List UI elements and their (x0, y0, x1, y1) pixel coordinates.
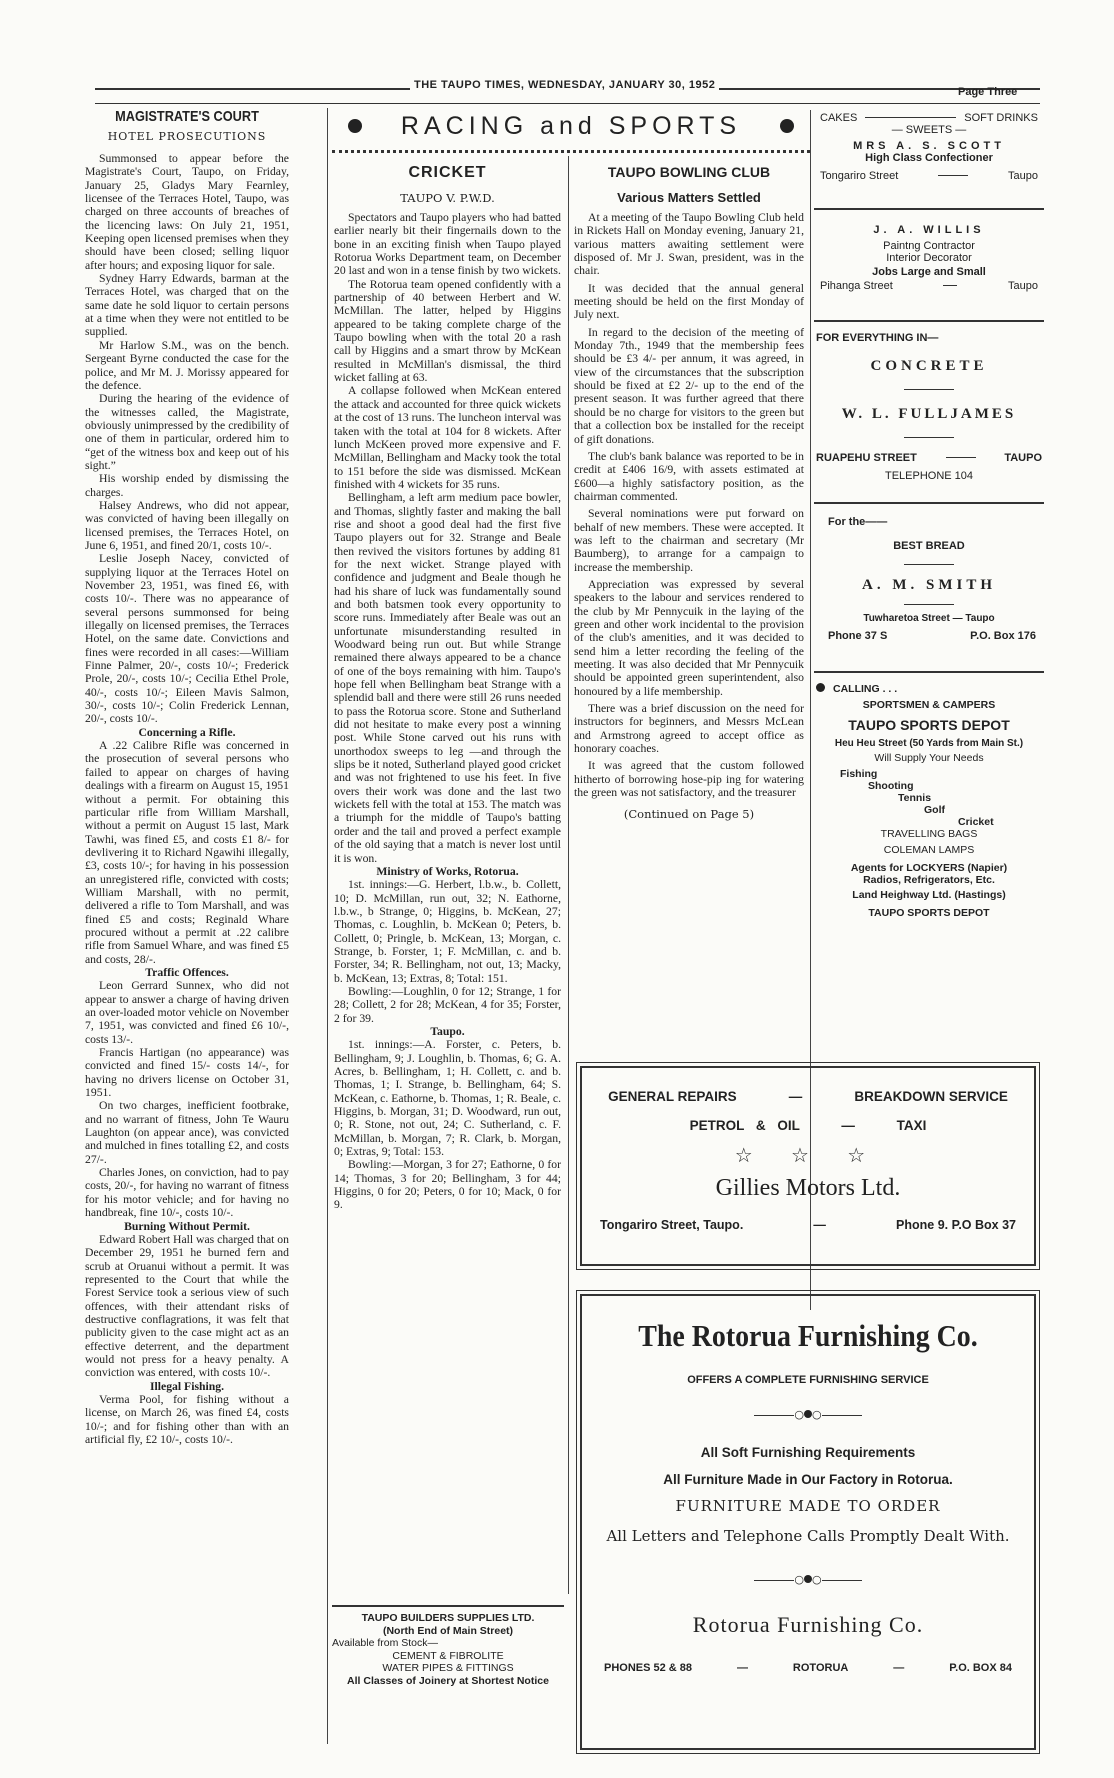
willis-ad (814, 210, 1044, 320)
ad-text: GENERAL REPAIRS (608, 1089, 737, 1104)
paragraph: Leon Gerrard Sunnex, who did not appear to answer a charge of having driven an over-loaded motor vehicle on November 7, 1951, was convicted and fined £6 10/-, costs 13/-. (85, 979, 289, 1046)
ad-text: Land Heighway Ltd. (Hastings) (852, 889, 1006, 901)
divider (814, 208, 1044, 210)
builders-item: CEMENT & FIBROLITE (392, 1649, 504, 1662)
depot-item: Shooting (868, 780, 914, 792)
paragraph: Mr Harlow S.M., was on the bench. Sergeant Byrne conducted the case for the police, and Mr M. J. Morissy appeared for the defence. (85, 338, 289, 392)
ad-text: CAKES (820, 112, 858, 124)
ad-text: — SWEETS — (891, 124, 967, 136)
furnishing-name: The Rotorua Furnishing Co. (638, 1318, 978, 1353)
masthead-title: THE TAUPO TIMES, WEDNESDAY, JANUARY 30, 1952 (410, 79, 719, 91)
paragraph: 1st. innings:—A. Forster, c. Peters, b. Bellingham, 9; J. Loughlin, b. Thomas, 6; G. A. Acres, b. Bellingham, 1; H. Collett, c. and b. Thomas, 1; I. Strange, b. Bellingham, 64; S. McKean, c. Eathorne, b. Thomas, 1; R. Beale, c. Higgins, b. Morgan, 31; D. Woodward, run out, 0; R. Stone, not out, 24; C. Sutherland, c. F. McMillan, b. Morgan, 7; R. Clark, b. Morgan, 0; Extras, 9; Total: 153. (334, 1038, 561, 1159)
ad-text: All Letters and Telephone Calls Promptly Dealt With. (606, 1527, 1010, 1545)
bowling-column (574, 164, 804, 821)
ad-text: SOFT DRINKS (964, 112, 1038, 124)
ad-text: Will Supply Your Needs (874, 752, 984, 764)
builders-ad (332, 1612, 564, 1687)
paragraph: Several nominations were put forward on behalf of new members. These were accepted. It was left to the chairman and secretary (Mr Baumberg), to arrange for a campaign to increase the membership. (574, 507, 804, 574)
paragraph: It was decided that the annual general meeting should be held on the first Monday of July next. (574, 281, 804, 322)
depot-name: TAUPO SPORTS DEPOT (848, 717, 1010, 733)
depot-item: Golf (924, 804, 945, 816)
ad-text: Paintng Contractor (883, 240, 975, 252)
ad-text: Agents for LOCKYERS (Napier) (850, 862, 1008, 874)
fulljames-name: W. L. FULLJAMES (841, 406, 1017, 422)
builders-title: TAUPO BUILDERS SUPPLIES LTD. (361, 1612, 535, 1624)
subheading: Concerning a Rifle. (138, 725, 236, 739)
bowling-subtitle: Various Matters Settled (617, 190, 761, 205)
willis-name: J. A. WILLIS (873, 224, 985, 236)
fulljames-ad (814, 322, 1044, 502)
bullet-icon (804, 1410, 812, 1418)
court-title: MAGISTRATE'S COURT (115, 108, 259, 125)
ad-text: TAUPO SPORTS DEPOT (868, 907, 990, 919)
ad-text: Taupo (1008, 280, 1038, 292)
bullet-icon (348, 119, 362, 133)
ad-text: OFFERS A COMPLETE FURNISHING SERVICE (687, 1374, 929, 1386)
subheading: Illegal Fishing. (149, 1379, 225, 1393)
paragraph: At a meeting of the Taupo Bowling Club held in Rickets Hall on Monday evening, January 21, various matters awaiting settlement were disposed of. Mr J. Swan, president, was in the chair. (574, 211, 804, 278)
paragraph: On two charges, inefficient footbrake, and no warrant of fitness, John Te Wauru Laughton (on appear ance), was convicted and mulched in fines totalling £2, and costs 27/-. (85, 1099, 289, 1166)
subheading: Ministry of Works, Rotorua. (376, 864, 519, 878)
bowling-title: TAUPO BOWLING CLUB (607, 164, 771, 180)
ad-text: All Furniture Made in Our Factory in Rotorua. (663, 1472, 953, 1487)
furnishing-ad: The Rotorua Furnishing Co. OFFERS A COMPLETE FURNISHING SERVICE ○ ○ All Soft Furnishing Requirements All Furniture Made in Our Factory in Rotorua. FURNITURE MADE TO ORDER All Letters and Telephone Calls Promptly Dealt With. ○ ○ Rotorua Furnishing Co. PHONES 52 & 88 — ROTORUA — P.O. BOX 84 (580, 1294, 1036, 1750)
cricket-column (334, 164, 561, 1212)
ad-text: COLEMAN LAMPS (883, 844, 975, 856)
ad-text: Radios, Refrigerators, Etc. (863, 874, 995, 886)
column-rule (327, 108, 328, 1744)
paragraph: It was agreed that the custom followed hitherto of borrowing hose-pip ing for watering the green was not satisfactory, and the treasurer (574, 759, 804, 800)
ad-text: FOR EVERYTHING IN— (816, 332, 939, 344)
paragraph: Bowling:—Loughlin, 0 for 12; Strange, 1 for 28; Collett, 2 for 28; McKean, 4 for 35; Forster, 2 for 39. (334, 984, 561, 1025)
paragraph: Charles Jones, on conviction, had to pay costs, 20/-, for having no warrant of fitness for his motor vehicle; and for having no handbreak, fine 10/-, costs 10/-. (85, 1166, 289, 1220)
gillies-ad: GENERAL REPAIRS — BREAKDOWN SERVICE PETROL & OIL — TAXI ☆ ☆ ☆ Gillies Motors Ltd. Tongariro Street, Taupo. — Phone 9. P.O Box 37 (580, 1066, 1036, 1266)
ad-text: PETROL & OIL (689, 1118, 800, 1133)
ad-text: TRAVELLING BAGS (880, 828, 978, 840)
paragraph: Edward Robert Hall was charged that on December 29, 1951 he burned fern and scrub at Oruanui without a permit. It was represented to the Court that while the Forest Service took a serious view of such offences, with their attendant risks of destructive conflagrations, it was felt that publicity given to the case might act as an effective deterrent, and the department would not press for a heavy penalty. A conviction was entered, with costs 10/-. (85, 1232, 289, 1380)
divider (332, 1605, 564, 1607)
paragraph: Summonsed to appear before the Magistrate's Court, Taupo, on Friday, January 25, Gladys Mary Fearnley, licensee of the Terraces Hotel, Taupo, was charged on three accounts of breaches of the licencing laws: On July 21, 1951, Keeping open licensed premises when they should have been closed; selling liquor after hours; and exposing liquor for sale. (85, 152, 289, 272)
depot-item: Tennis (898, 792, 932, 804)
paragraph: Halsey Andrews, who did not appear, was convicted of having been illegally on licensed premises, the Terraces Hotel, on June 6, 1951, and fined 20/1, costs 10/-. (85, 498, 289, 552)
column-rule (568, 156, 569, 1594)
ad-text: TELEPHONE 104 (884, 470, 974, 482)
court-subtitle: HOTEL PROSECUTIONS (107, 130, 267, 143)
ad-text: Tuwharetoa Street (863, 613, 950, 624)
ad-text: P.O. BOX 84 (949, 1662, 1012, 1674)
bullet-icon (780, 119, 794, 133)
builders-stock: Available from Stock— (332, 1637, 439, 1649)
ad-text: All Soft Furnishing Requirements (700, 1445, 916, 1460)
ad-text: SPORTSMEN & CAMPERS (862, 699, 996, 711)
subheading: Taupo. (430, 1024, 465, 1038)
ad-text: Heu Heu Street (50 Yards from Main St.) (834, 738, 1024, 749)
paragraph: In regard to the decision of the meeting of Monday 7th., 1949 that the membership fees should be £3 4/- per annum, it was agreed, in view of the circumstances that the subscription should be fixed at £2 2/- up to the end of the present season. It was further agreed that there should be no charge for visitors to the green but that a collection box be installed for the receipt of gift donations. (574, 325, 804, 446)
ad-text: RUAPEHU STREET (816, 452, 917, 464)
page-number: Page Three (958, 86, 1018, 98)
depot-item: Fishing (840, 768, 878, 780)
banner-title: RACING and SPORTS (400, 112, 742, 140)
court-column (85, 108, 289, 1446)
ad-text: Taupo (965, 613, 995, 624)
ad-text: Phone 37 S (828, 630, 888, 642)
continued-note: (Continued on Page 5) (623, 807, 755, 822)
bullet-icon (816, 683, 825, 692)
ad-text: Tongariro Street (820, 170, 899, 182)
builders-item: WATER PIPES & FITTINGS (382, 1662, 514, 1674)
ad-text: Phone 9. P.O Box 37 (896, 1218, 1016, 1232)
paragraph: His worship ended by dismissing the charges. (85, 472, 289, 499)
ad-text: High Class Confectioner (865, 152, 993, 164)
paragraph: Appreciation was expressed by several speakers to the labour and services rendered to the club by Mr Pennycuik in the laying of the green and other work incidental to the provision of the club's amenities, and it was decided to send him a letter recording the feeling of the meeting. It was also decided that Mr Pennycuik should be appointed green superintendent, also honoured by a life membership. (574, 577, 804, 698)
paragraph: A .22 Calibre Rifle was concerned in the prosecution of several persons who failed to appear on charges of having dealings with a firearm on August 15, 1951 without a permit. For obtaining this particular rifle from William Marshall, without a permit on August 15 last, Mark Tawhi, was fined £5, and costs £1 8/- for devlivering it to Richard Ngawihi illegally, £3, costs 10/-; for having in his possession an unregistered rifle, convicted with costs; William Marshall, with no permit, delivered a rifle to Tom Marshall, and was fined £5 and costs; Reginald Whare procured without a permit at .22 calibre rifle from Samuel Whare, and was fined £5 and costs, 28/-. (85, 739, 289, 966)
fulljames-concrete: CONCRETE (870, 358, 988, 374)
builders-item: All Classes of Joinery at Shortest Notice (347, 1674, 549, 1687)
paragraph: Francis Hartigan (no appearance) was convicted and fined 15/- costs 14/-, for having no drivers license on October 31, 1951. (85, 1046, 289, 1100)
bullet-icon (804, 1575, 812, 1583)
sports-banner (330, 110, 812, 144)
ad-text: Jobs Large and Small (872, 266, 986, 278)
ornament-divider: ○ ○ (582, 1573, 1034, 1586)
builders-location: (North End of Main Street) (382, 1624, 514, 1637)
paragraph: During the hearing of the evidence of the witnesses called, the Magistrate, obviously unimpressed by the credibility of one of them in particular, ordered him to “get of the witness box and keep out of his sight.” (85, 392, 289, 472)
star-icons: ☆ ☆ ☆ (734, 1143, 882, 1167)
subheading: Traffic Offences. (145, 965, 229, 979)
cricket-subtitle: TAUPO V. P.W.D. (400, 191, 495, 205)
paragraph: The club's bank balance was reported to be in credit at £406 16/9, with assets estimated at £600—a highly satisfactory position, as the chairman commented. (574, 449, 804, 503)
court-body (85, 152, 289, 1446)
cricket-title: CRICKET (408, 164, 487, 181)
ad-text: BREAKDOWN SERVICE (854, 1089, 1008, 1104)
paragraph: A collapse followed when McKean entered the attack and accounted for three quick wickets at the cost of 13 runs. The luncheon interval was taken with the total at 104 for 8 wickets. After lunch McKeen proved more expensive and F. McMillan, Bellingham and Macky took the total to 151 before the side was dismissed. McKean finished with 4 wickets for 35 runs. (334, 384, 561, 491)
cricket-body (334, 211, 561, 1212)
ad-text: TAUPO (1004, 452, 1042, 464)
banner-dotted-rule (332, 150, 810, 153)
furnishing-name-footer: Rotorua Furnishing Co. (692, 1612, 924, 1637)
paragraph: Spectators and Taupo players who had batted earlier nearly bit their fingernails down to the bone in an exciting finish when Taupo played Rotorua Works Department team, on December 20 last and won in a tense finish by two wickets. (334, 211, 561, 278)
paragraph: 1st. innings:—G. Herbert, l.b.w., b. Collett, 10; D. McMillan, run out, 32; N. Eathorne, l.b.w., b Strange, 0; Higgins, b. McKean, 27; Thomas, c. Loughlin, b. McKean 0; Peters, b. Collett, 0; Pringle, b. McKean, 13; Morgan, c. Strange, b. Forster, 1; F. McMillan, c. and b. Forster, 34; R. Bellingham, not out, 13; Macky, b. McKean, 13; Extras, 8; Total: 151. (334, 878, 561, 985)
ad-text: Interior Decorator (886, 252, 972, 264)
ad-text: ROTORUA (792, 1662, 849, 1674)
paragraph: The Rotorua team opened confidently with a partnership of 40 between Herbert and W. McMillan. The latter, helped by Higgins appeared to be taking complete charge of the Taupo bowling when with the total 20 a rash call by Higgins and a smart throw by McKean resulted in McMillan's dismissal, the third wicket falling at 63. (334, 277, 561, 385)
paragraph: Verma Pool, for fishing without a license, on March 26, was fined £4, costs 10/-; and for fishing other than with an artificial fly, £2 10/-, costs 10/-. (85, 1392, 289, 1446)
ad-text: FURNITURE MADE TO ORDER (675, 1497, 941, 1515)
ad-text: BEST BREAD (893, 540, 965, 552)
gillies-name: Gillies Motors Ltd. (715, 1175, 901, 1201)
depot-item: Cricket (958, 816, 994, 828)
ad-text: Tongariro Street, Taupo. (600, 1218, 744, 1232)
ad-text: Taupo (1008, 170, 1038, 182)
scott-ad (814, 112, 1044, 208)
ad-text: TAXI (896, 1118, 927, 1133)
ad-text: P.O. Box 176 (970, 630, 1036, 642)
subheading: Burning Without Permit. (124, 1219, 250, 1233)
scott-name: MRS A. S. SCOTT (853, 140, 1005, 152)
paragraph: Leslie Joseph Nacey, convicted of supplying liquor at the Terraces Hotel on November 23, 1951, was fined £6, with costs 10/-. There was no appearance of several persons summonsed for being illegally on licensed premises, the Terraces Hotel, on the same date. Convictions and fines were recorded in all cases:—William Finne Palmer, 20/-, costs 10/-; Frederick Prole, 20/-, costs 10/-; Cecilia Ethel Prole, 40/-, costs 10/-; Eileen Mavis Salmon, 30/-, costs 10/-; Colin Frederick Lennan, 20/-, costs 10/-. (85, 552, 289, 726)
ad-text: For the—— (828, 516, 888, 528)
ads-column (814, 112, 1044, 919)
paragraph: Bowling:—Morgan, 3 for 27; Eathorne, 0 for 14; Thomas, 3 for 20; Bellingham, 3 for 44; Higgins, 0 for 20; Peters, 0 for 10; Mack, 0 for 9. (334, 1158, 561, 1212)
smith-name: A. M. SMITH (862, 577, 996, 593)
smith-ad: For the—— BEST BREAD A. M. SMITH Tuwharetoa Street — Taupo Phone 37 S P.O. Box 176 (814, 504, 1044, 671)
paragraph: Sydney Harry Edwards, barman at the Terraces Hotel, was charged that on the same date he sold liquor to certain persons at a time when they were not entitled to be supplied. (85, 272, 289, 339)
bowling-body (574, 211, 804, 799)
paragraph: Bellingham, a left arm medium pace bowler, and Thomas, slightly faster and making the ball rise and shoot a good deal had the first five Taupo players out for 32. Strange and Beale then revived the visitors fortunes by adding 81 for the next wicket. Strange played with confidence and judgment and Beale though he had his share of luck was fundamentally sound and both batsmen took every opportunity to score runs. Immediately after Beale was out an unfortunate misunderstanding resulted in Woodward being run out. But while Strange remained there always appeared to be a chance of one of the boys remaining with him. Taupo's hope fell when Bellingham beat Strange with a splendid ball and there were still 26 runs needed to pass the Rotorua score. Stone and Sutherland did not hesitate to make every post a winning post. While Stone carved out his runs with unorthodox sweeps to leg —and through the slips be it noted, Sutherland played good cricket and was not frightened to use his feet. In five overs their work was done and the last two wickets fell with the total at 153. The match was a triumph for the middle of Taupo's batting order and the tail and proved a perfect example of the old saying that a match is never lost until it is won. (334, 491, 561, 865)
paragraph: There was a brief discussion on the need for instructors for beginners, and Messrs McLean and Armstrong agreed to accept office as honorary coaches. (574, 702, 804, 756)
sports-depot-ad (814, 673, 1044, 919)
ad-text: PHONES 52 & 88 (604, 1662, 693, 1674)
ornament-divider: ○ ○ (582, 1408, 1034, 1421)
ad-text: CALLING . . . (833, 683, 898, 695)
ad-text: Pihanga Street (820, 280, 893, 292)
